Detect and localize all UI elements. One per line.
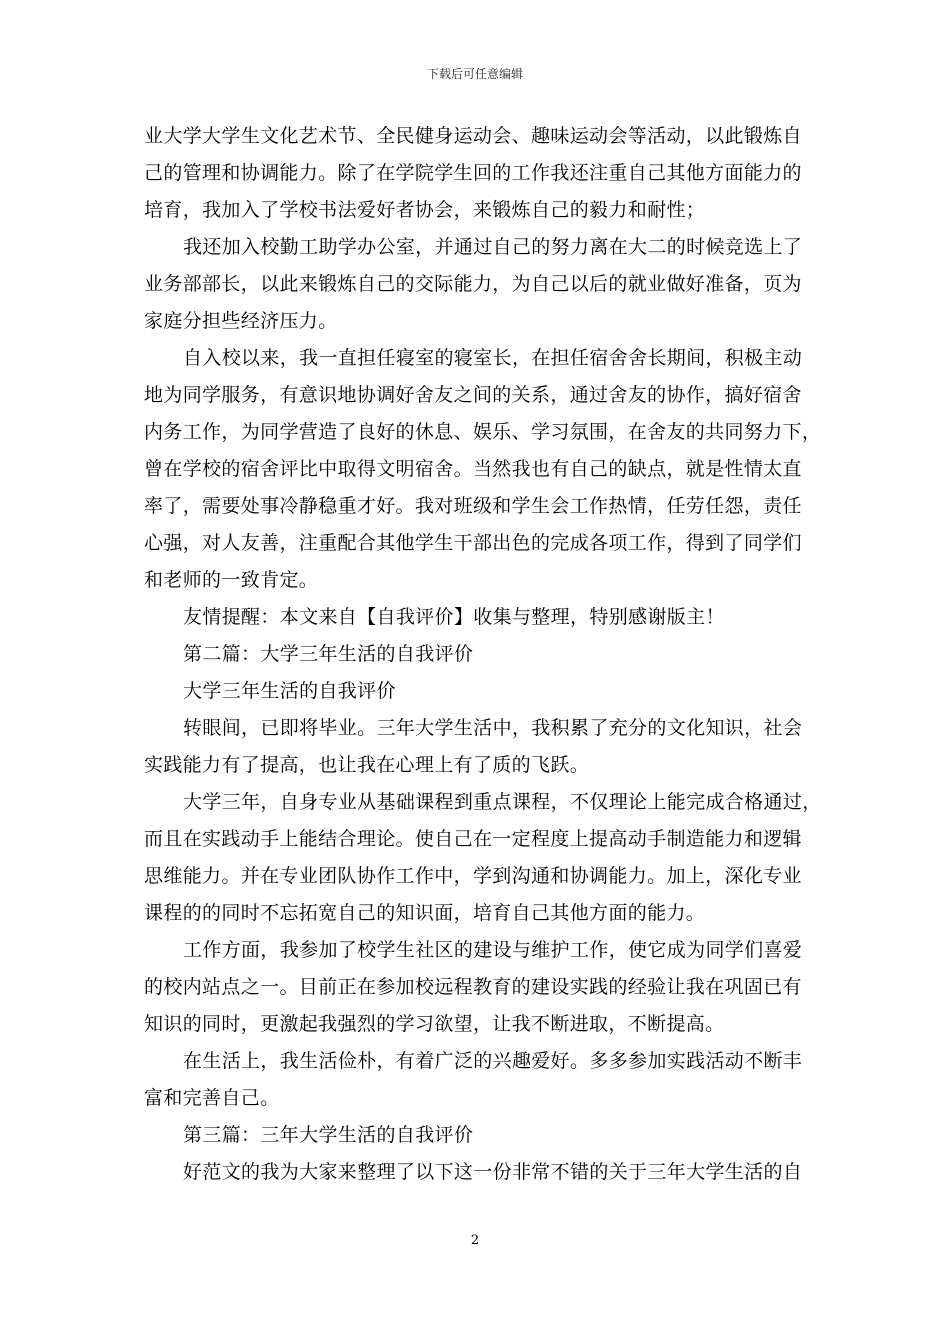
page-header: 下载后可任意编辑 [426,67,523,81]
paragraph-first-line: 在生活上，我生活俭朴，有着广泛的兴趣爱好。多多参加实践活动不断丰 [183,1050,803,1072]
document-body [144,118,822,1191]
reminder-note: 友情提醒：本文来自【自我评价】收集与整理，特别感谢版主！ [183,606,725,628]
paragraph-first-line: 转眼间，已即将毕业。三年大学生活中，我积累了充分的文化知识，社会 [183,717,803,739]
paragraph-first-line: 我还加入校勤工助学办公室，并通过自己的努力离在大二的时候竞选上了 [183,236,803,258]
text-line: 课程的的同时不忘拓宽自己的知识面，培育自己其他方面的能力。 [144,902,706,924]
text-line: 和老师的一致肯定。 [144,569,319,591]
text-line: 的校内站点之一。目前正在参加校远程教育的建设实践的经验让我在巩固已有 [144,976,802,998]
paragraph-first-line: 大学三年，自身专业从基础课程到重点课程，不仅理论上能完成合格通过， [183,791,822,813]
paragraph-first-line: 好范文的我为大家来整理了以下这一份非常不错的关于三年大学生活的自 [183,1161,803,1183]
text-line: 地为同学服务，有意识地协调好舍友之间的关系，通过舍友的协作，搞好宿舍 [144,384,802,406]
text-line: 培育，我加入了学校书法爱好者协会，来锻炼自己的毅力和耐性； [144,199,706,221]
paragraph-first-line: 工作方面，我参加了校学生社区的建设与维护工作，使它成为同学们喜爱 [183,939,803,961]
text-line: 曾在学校的宿舍评比中取得文明宿舍。当然我也有自己的缺点，就是性情太直 [144,458,802,480]
text-line: 思维能力。并在专业团队协作工作中，学到沟通和协调能力。加上，深化专业 [144,865,802,887]
text-line: 家庭分担些经济压力。 [144,310,338,332]
text-line: 内务工作，为同学营造了良好的休息、娱乐、学习氛围，在舍友的共同努力下， [144,421,822,443]
text-line: 业务部部长，以此来锻炼自己的交际能力，为自己以后的就业做好准备，页为 [144,273,802,295]
paragraph-first-line: 自入校以来，我一直担任寝室的寝室长，在担任宿舍舍长期间，积极主动 [183,347,803,369]
article-title: 大学三年生活的自我评价 [183,680,396,702]
text-line: 率了，需要处事冷静稳重才好。我对班级和学生会工作热情，任劳任怨，责任 [144,495,802,517]
text-line: 而且在实践动手上能结合理论。使自己在一定程度上提高动手制造能力和逻辑 [144,828,802,850]
text-line: 知识的同时，更激起我强烈的学习欲望，让我不断进取，不断提高。 [144,1013,725,1035]
text-line: 实践能力有了提高，也让我在心理上有了质的飞跃。 [144,754,590,776]
text-line: 己的管理和协调能力。除了在学院学生回的工作我还注重自己其他方面能力的 [144,162,802,184]
section-heading: 第三篇：三年大学生活的自我评价 [183,1124,474,1146]
text-line: 业大学大学生文化艺术节、全民健身运动会、趣味运动会等活动，以此锻炼自 [144,125,802,147]
text-line: 富和完善自己。 [144,1087,280,1109]
section-heading: 第二篇：大学三年生活的自我评价 [183,643,474,665]
page-number: 2 [470,1233,480,1248]
text-line: 心强，对人友善，注重配合其他学生干部出色的完成各项工作，得到了同学们 [144,532,802,554]
